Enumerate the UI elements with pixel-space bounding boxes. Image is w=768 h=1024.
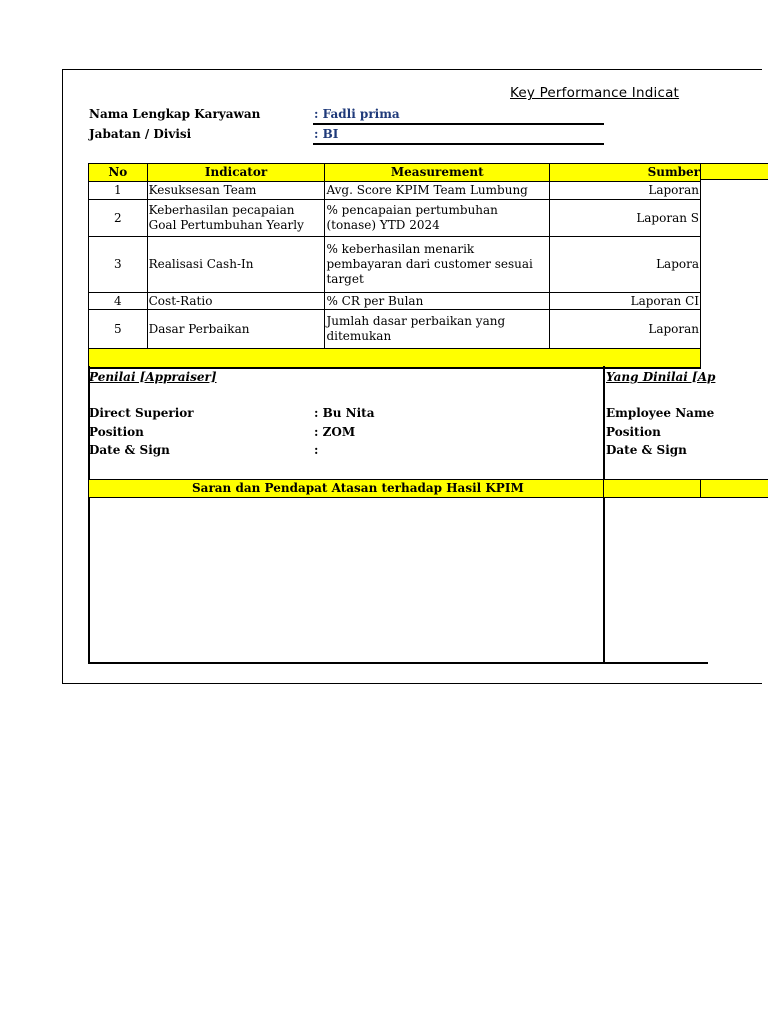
feedback-heading: Saran dan Pendapat Atasan terhadap Hasil KPIM [192, 481, 524, 495]
row-source: Laporan S [550, 200, 701, 237]
kpi-table [88, 163, 701, 369]
row-no: 3 [89, 237, 148, 293]
row-no: 1 [89, 182, 148, 200]
row-no: 5 [89, 310, 148, 349]
col-no-header: No [89, 164, 148, 182]
appraisee-date-label: Date & Sign [606, 443, 687, 457]
table-row [89, 200, 701, 237]
row-indicator: Kesuksesan Team [147, 182, 325, 200]
name-underline [313, 123, 604, 125]
appraisee-heading: Yang Dinilai [Ap [606, 370, 716, 384]
employee-division-label: Jabatan / Divisi [89, 127, 192, 141]
row-measurement: % CR per Bulan [325, 293, 550, 310]
row-measurement: % keberhasilan menarik pembayaran dari customer sesuai target [325, 237, 550, 293]
sig-mid-divider [603, 366, 605, 664]
employee-name-sig-label: Employee Name [606, 406, 715, 420]
row-measurement: % pencapaian pertumbuhan (tonase) YTD 2024 [325, 200, 550, 237]
table-row [89, 237, 701, 293]
row-indicator: Realisasi Cash-In [147, 237, 325, 293]
row-measurement: Jumlah dasar perbaikan yang ditemukan [325, 310, 550, 349]
header-band-right [700, 163, 768, 180]
row-measurement: Avg. Score KPIM Team Lumbung [325, 182, 550, 200]
appraisee-position-label: Position [606, 425, 661, 439]
row-no: 2 [89, 200, 148, 237]
appraiser-position-label: Position [89, 425, 144, 439]
superior-label: Direct Superior [89, 406, 194, 420]
division-underline [313, 143, 604, 145]
feedback-band-right [700, 479, 768, 498]
feedback-band-divider [603, 479, 604, 498]
superior-value: : Bu Nita [314, 406, 375, 420]
table-header-row [89, 164, 701, 182]
row-indicator: Cost-Ratio [147, 293, 325, 310]
sig-bottom-border [88, 662, 708, 664]
table-row [89, 310, 701, 349]
employee-name-label: Nama Lengkap Karyawan [89, 107, 261, 121]
appraiser-heading: Penilai [Appraiser] [89, 370, 217, 384]
row-source: Lapora [550, 237, 701, 293]
row-source: Laporan [550, 182, 701, 200]
table-row [89, 182, 701, 200]
appraiser-position-value: : ZOM [314, 425, 356, 439]
row-source: Laporan CI [550, 293, 701, 310]
yellow-separator-row [89, 349, 701, 368]
row-source: Laporan [550, 310, 701, 349]
table-row [89, 293, 701, 310]
page-title: Key Performance Indicat [510, 85, 680, 101]
col-indicator-header: Indicator [147, 164, 325, 182]
col-measurement-header: Measurement [325, 164, 550, 182]
row-indicator: Keberhasilan pecapaian Goal Pertumbuhan Yearly [147, 200, 325, 237]
employee-name-value: : Fadli prima [314, 107, 400, 121]
appraiser-date-label: Date & Sign [89, 443, 170, 457]
employee-division-value: : BI [314, 127, 339, 141]
col-source-header: Sumber [550, 164, 701, 182]
row-no: 4 [89, 293, 148, 310]
appraiser-date-value: : [314, 443, 319, 457]
row-indicator: Dasar Perbaikan [147, 310, 325, 349]
